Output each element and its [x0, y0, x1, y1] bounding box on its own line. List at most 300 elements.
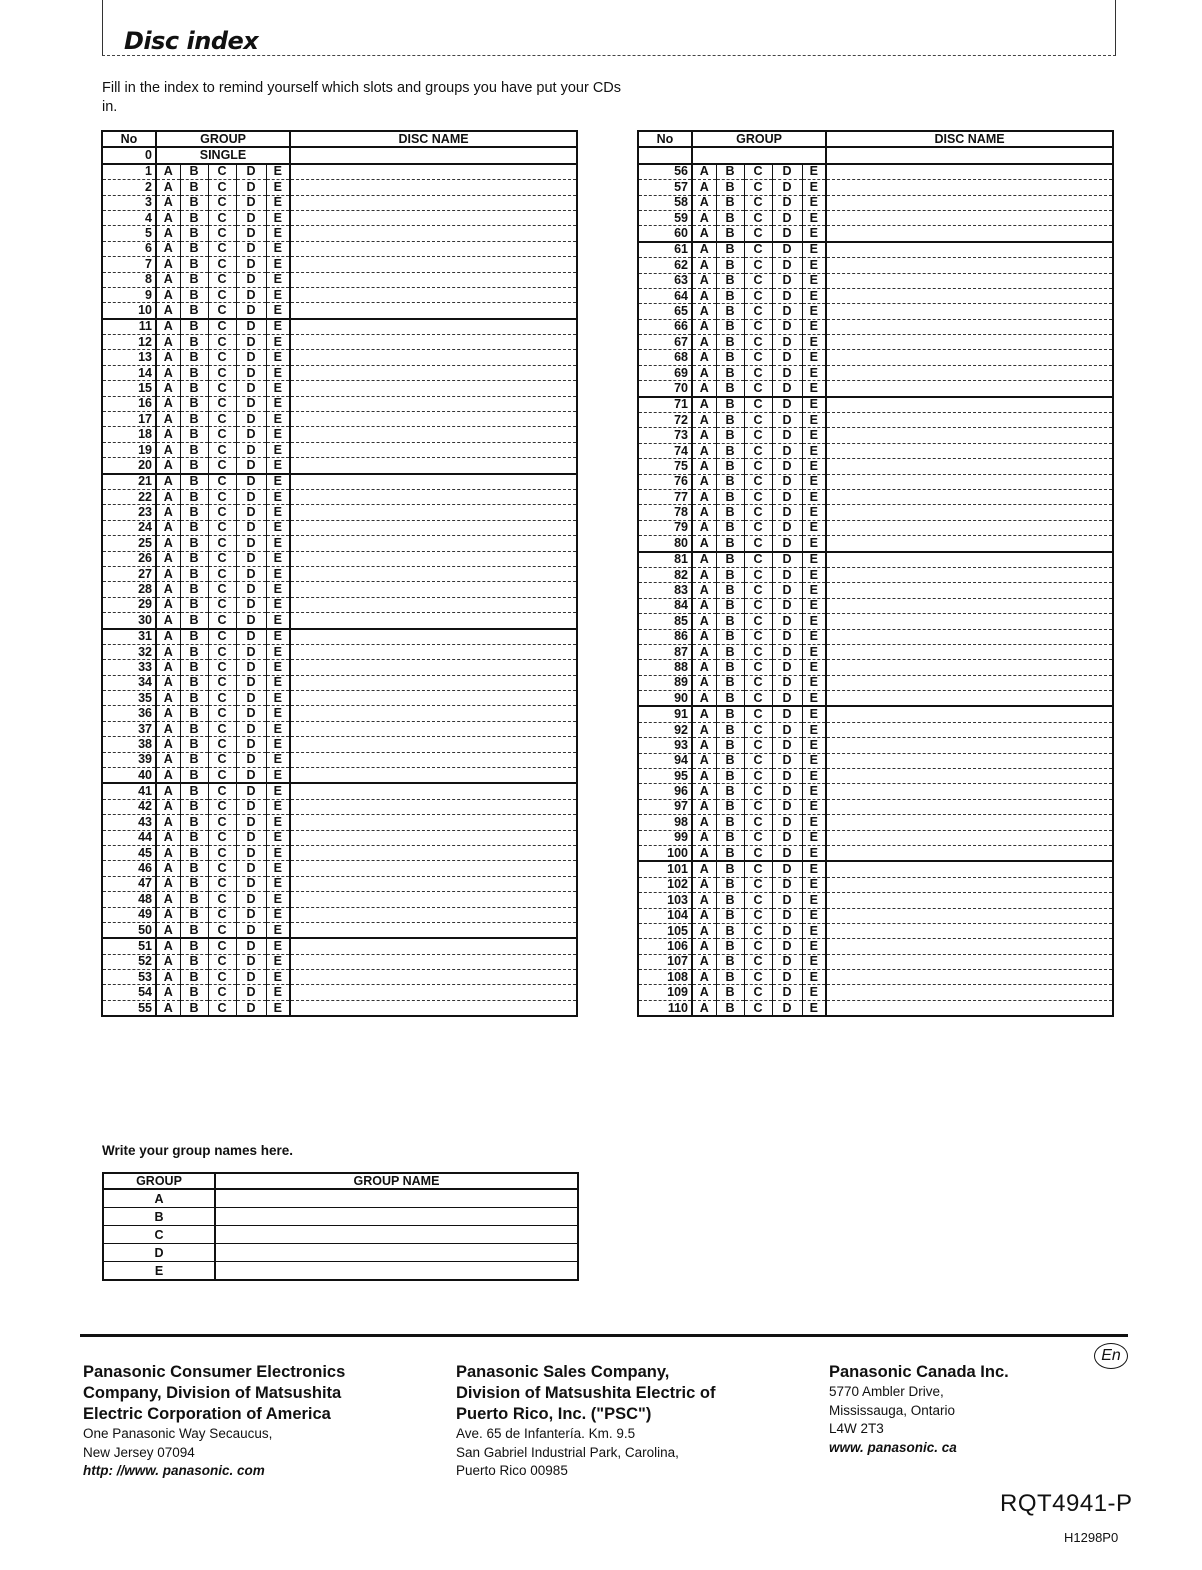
group-option-c[interactable]: C [744, 195, 772, 210]
disc-name-cell[interactable] [826, 552, 1113, 568]
group-option-d[interactable]: D [236, 644, 266, 659]
group-option-c[interactable]: C [744, 164, 772, 180]
group-option-d[interactable]: D [236, 907, 266, 922]
group-option-c[interactable]: C [208, 164, 236, 180]
group-option-d[interactable]: D [236, 164, 266, 180]
group-option-a[interactable]: A [692, 1000, 716, 1016]
disc-name-cell[interactable] [826, 753, 1113, 768]
group-option-b[interactable]: B [180, 613, 208, 629]
group-option-e[interactable]: E [802, 738, 826, 753]
group-option-b[interactable]: B [180, 721, 208, 736]
group-option-d[interactable]: D [772, 706, 802, 722]
group-option-d[interactable]: D [772, 413, 802, 428]
group-option-d[interactable]: D [236, 381, 266, 396]
group-option-e[interactable]: E [266, 180, 290, 195]
group-option-e[interactable]: E [266, 675, 290, 690]
group-option-d[interactable]: D [772, 258, 802, 273]
group-option-c[interactable]: C [208, 226, 236, 241]
group-option-c[interactable]: C [208, 180, 236, 195]
group-option-a[interactable]: A [156, 613, 180, 629]
group-option-e[interactable]: E [266, 644, 290, 659]
disc-name-cell[interactable] [826, 861, 1113, 877]
group-option-c[interactable]: C [744, 335, 772, 350]
group-option-d[interactable]: D [772, 583, 802, 598]
group-option-e[interactable]: E [802, 614, 826, 629]
disc-name-cell[interactable] [826, 195, 1113, 210]
group-option-e[interactable]: E [266, 566, 290, 581]
disc-name-cell[interactable] [290, 195, 577, 210]
group-option-c[interactable]: C [208, 691, 236, 706]
disc-name-cell[interactable] [290, 412, 577, 427]
group-option-a[interactable]: A [692, 583, 716, 598]
group-option-b[interactable]: B [716, 443, 744, 458]
group-option-a[interactable]: A [692, 815, 716, 830]
group-option-e[interactable]: E [802, 799, 826, 814]
group-option-a[interactable]: A [156, 474, 180, 490]
group-option-d[interactable]: D [772, 365, 802, 380]
group-option-c[interactable]: C [208, 505, 236, 520]
group-option-b[interactable]: B [180, 922, 208, 938]
disc-name-cell[interactable] [826, 381, 1113, 397]
disc-name-cell[interactable] [290, 938, 577, 954]
disc-name-cell[interactable] [290, 737, 577, 752]
group-option-a[interactable]: A [156, 706, 180, 721]
group-option-c[interactable]: C [208, 597, 236, 612]
group-option-e[interactable]: E [266, 474, 290, 490]
group-option-c[interactable]: C [744, 893, 772, 908]
group-option-d[interactable]: D [236, 474, 266, 490]
group-option-b[interactable]: B [716, 520, 744, 535]
group-name-cell[interactable] [215, 1244, 578, 1262]
group-option-d[interactable]: D [772, 552, 802, 568]
group-option-d[interactable]: D [236, 876, 266, 891]
group-option-a[interactable]: A [692, 675, 716, 690]
disc-name-cell[interactable] [826, 413, 1113, 428]
group-option-e[interactable]: E [802, 598, 826, 613]
disc-name-cell[interactable] [290, 721, 577, 736]
group-option-b[interactable]: B [180, 551, 208, 566]
group-option-c[interactable]: C [744, 644, 772, 659]
group-option-d[interactable]: D [236, 954, 266, 969]
group-option-a[interactable]: A [692, 830, 716, 845]
group-option-c[interactable]: C [744, 428, 772, 443]
group-option-d[interactable]: D [772, 304, 802, 319]
group-option-b[interactable]: B [180, 226, 208, 241]
group-option-a[interactable]: A [156, 350, 180, 365]
group-option-d[interactable]: D [772, 428, 802, 443]
disc-name-cell[interactable] [826, 304, 1113, 319]
group-option-a[interactable]: A [156, 597, 180, 612]
group-option-c[interactable]: C [744, 799, 772, 814]
group-option-d[interactable]: D [236, 396, 266, 411]
disc-name-cell[interactable] [826, 954, 1113, 969]
group-option-b[interactable]: B [716, 830, 744, 845]
group-option-d[interactable]: D [236, 551, 266, 566]
group-option-c[interactable]: C [744, 552, 772, 568]
group-option-d[interactable]: D [236, 257, 266, 272]
group-option-a[interactable]: A [156, 737, 180, 752]
group-option-d[interactable]: D [236, 241, 266, 256]
group-option-d[interactable]: D [236, 287, 266, 302]
disc-name-cell[interactable] [826, 738, 1113, 753]
group-option-a[interactable]: A [692, 443, 716, 458]
group-option-e[interactable]: E [266, 907, 290, 922]
disc-name-cell[interactable] [826, 319, 1113, 334]
group-option-e[interactable]: E [266, 210, 290, 225]
group-option-b[interactable]: B [716, 861, 744, 877]
group-option-a[interactable]: A [156, 551, 180, 566]
group-option-b[interactable]: B [716, 428, 744, 443]
group-option-d[interactable]: D [236, 566, 266, 581]
group-option-e[interactable]: E [802, 877, 826, 892]
group-option-a[interactable]: A [156, 241, 180, 256]
group-option-a[interactable]: A [692, 273, 716, 288]
group-option-e[interactable]: E [266, 505, 290, 520]
group-option-d[interactable]: D [236, 1000, 266, 1016]
group-option-e[interactable]: E [802, 660, 826, 675]
disc-name-cell[interactable] [290, 551, 577, 566]
group-option-a[interactable]: A [156, 970, 180, 985]
group-option-e[interactable]: E [266, 629, 290, 645]
group-option-d[interactable]: D [772, 939, 802, 954]
group-option-c[interactable]: C [208, 861, 236, 876]
disc-name-cell[interactable] [290, 845, 577, 860]
disc-name-cell[interactable] [290, 830, 577, 845]
group-option-c[interactable]: C [744, 180, 772, 195]
group-option-d[interactable]: D [772, 769, 802, 784]
group-option-c[interactable]: C [744, 242, 772, 258]
disc-name-cell[interactable] [826, 226, 1113, 242]
disc-name-cell[interactable] [290, 335, 577, 350]
group-option-c[interactable]: C [208, 1000, 236, 1016]
group-option-d[interactable]: D [236, 303, 266, 319]
group-option-d[interactable]: D [772, 536, 802, 552]
group-option-d[interactable]: D [772, 861, 802, 877]
group-option-c[interactable]: C [744, 738, 772, 753]
group-option-e[interactable]: E [802, 428, 826, 443]
group-option-c[interactable]: C [208, 922, 236, 938]
group-option-b[interactable]: B [716, 845, 744, 861]
group-option-e[interactable]: E [802, 970, 826, 985]
group-option-b[interactable]: B [180, 536, 208, 551]
group-option-b[interactable]: B [716, 381, 744, 397]
group-option-c[interactable]: C [208, 257, 236, 272]
group-option-b[interactable]: B [180, 319, 208, 335]
group-option-b[interactable]: B [716, 877, 744, 892]
group-option-a[interactable]: A [156, 412, 180, 427]
group-option-a[interactable]: A [156, 164, 180, 180]
group-option-a[interactable]: A [156, 505, 180, 520]
group-option-c[interactable]: C [208, 287, 236, 302]
group-option-d[interactable]: D [236, 427, 266, 442]
group-option-d[interactable]: D [236, 861, 266, 876]
disc-name-cell[interactable] [826, 845, 1113, 861]
group-option-e[interactable]: E [266, 892, 290, 907]
group-option-a[interactable]: A [156, 845, 180, 860]
disc-name-cell[interactable] [290, 505, 577, 520]
group-option-b[interactable]: B [180, 768, 208, 784]
group-option-e[interactable]: E [266, 412, 290, 427]
group-option-e[interactable]: E [802, 443, 826, 458]
group-option-e[interactable]: E [266, 303, 290, 319]
group-option-e[interactable]: E [266, 706, 290, 721]
group-option-d[interactable]: D [772, 474, 802, 489]
disc-name-cell[interactable] [290, 876, 577, 891]
group-option-e[interactable]: E [802, 629, 826, 644]
group-option-b[interactable]: B [180, 938, 208, 954]
group-option-b[interactable]: B [180, 195, 208, 210]
group-option-b[interactable]: B [716, 706, 744, 722]
group-option-d[interactable]: D [236, 195, 266, 210]
group-option-d[interactable]: D [772, 877, 802, 892]
group-option-a[interactable]: A [156, 1000, 180, 1016]
group-option-e[interactable]: E [266, 319, 290, 335]
group-option-e[interactable]: E [266, 752, 290, 767]
group-option-c[interactable]: C [208, 830, 236, 845]
disc-name-cell[interactable] [826, 459, 1113, 474]
group-name-cell[interactable] [215, 1262, 578, 1281]
group-option-d[interactable]: D [236, 892, 266, 907]
group-option-a[interactable]: A [692, 722, 716, 737]
disc-name-cell[interactable] [290, 365, 577, 380]
group-option-c[interactable]: C [744, 877, 772, 892]
group-option-b[interactable]: B [716, 738, 744, 753]
group-option-b[interactable]: B [716, 288, 744, 303]
group-option-a[interactable]: A [156, 257, 180, 272]
group-option-a[interactable]: A [156, 442, 180, 457]
group-option-d[interactable]: D [772, 443, 802, 458]
group-option-e[interactable]: E [266, 551, 290, 566]
group-option-a[interactable]: A [156, 303, 180, 319]
group-option-c[interactable]: C [744, 970, 772, 985]
group-option-e[interactable]: E [266, 660, 290, 675]
disc-name-cell[interactable] [290, 629, 577, 645]
group-option-d[interactable]: D [772, 459, 802, 474]
group-option-e[interactable]: E [266, 226, 290, 241]
group-option-e[interactable]: E [802, 226, 826, 242]
group-option-b[interactable]: B [180, 350, 208, 365]
group-option-e[interactable]: E [266, 582, 290, 597]
group-option-c[interactable]: C [744, 459, 772, 474]
group-option-d[interactable]: D [236, 922, 266, 938]
group-option-e[interactable]: E [266, 783, 290, 799]
group-option-e[interactable]: E [802, 954, 826, 969]
group-option-c[interactable]: C [208, 396, 236, 411]
group-option-c[interactable]: C [744, 381, 772, 397]
group-option-e[interactable]: E [802, 520, 826, 535]
group-name-cell[interactable] [215, 1208, 578, 1226]
group-option-c[interactable]: C [744, 598, 772, 613]
group-option-e[interactable]: E [266, 396, 290, 411]
group-option-a[interactable]: A [692, 242, 716, 258]
group-option-a[interactable]: A [692, 304, 716, 319]
disc-name-cell[interactable] [290, 303, 577, 319]
group-option-c[interactable]: C [208, 350, 236, 365]
group-option-d[interactable]: D [772, 799, 802, 814]
group-option-a[interactable]: A [692, 195, 716, 210]
group-option-e[interactable]: E [802, 210, 826, 225]
group-option-c[interactable]: C [208, 520, 236, 535]
group-option-c[interactable]: C [208, 629, 236, 645]
disc-name-cell[interactable] [826, 273, 1113, 288]
group-option-d[interactable]: D [236, 629, 266, 645]
group-option-d[interactable]: D [772, 908, 802, 923]
group-option-d[interactable]: D [236, 768, 266, 784]
group-option-e[interactable]: E [266, 489, 290, 504]
group-option-c[interactable]: C [208, 954, 236, 969]
group-option-e[interactable]: E [802, 675, 826, 690]
disc-name-cell[interactable] [290, 706, 577, 721]
group-option-c[interactable]: C [208, 303, 236, 319]
disc-name-cell[interactable] [290, 954, 577, 969]
group-option-b[interactable]: B [716, 753, 744, 768]
group-option-e[interactable]: E [802, 908, 826, 923]
disc-name-cell[interactable] [290, 660, 577, 675]
group-option-e[interactable]: E [802, 381, 826, 397]
disc-name-cell[interactable] [826, 443, 1113, 458]
group-option-e[interactable]: E [802, 706, 826, 722]
group-option-a[interactable]: A [692, 614, 716, 629]
group-option-c[interactable]: C [744, 614, 772, 629]
disc-name-cell[interactable] [290, 907, 577, 922]
group-option-c[interactable]: C [744, 861, 772, 877]
disc-name-cell[interactable] [290, 922, 577, 938]
group-option-c[interactable]: C [744, 443, 772, 458]
group-option-e[interactable]: E [266, 768, 290, 784]
group-option-a[interactable]: A [156, 675, 180, 690]
group-option-e[interactable]: E [266, 954, 290, 969]
group-option-c[interactable]: C [208, 319, 236, 335]
group-option-d[interactable]: D [236, 938, 266, 954]
disc-name-cell[interactable] [826, 706, 1113, 722]
group-option-c[interactable]: C [744, 722, 772, 737]
group-option-d[interactable]: D [772, 644, 802, 659]
group-option-b[interactable]: B [716, 552, 744, 568]
group-option-c[interactable]: C [208, 335, 236, 350]
group-option-e[interactable]: E [802, 923, 826, 938]
group-option-d[interactable]: D [236, 458, 266, 474]
group-option-a[interactable]: A [692, 706, 716, 722]
group-option-e[interactable]: E [802, 567, 826, 582]
group-option-c[interactable]: C [744, 954, 772, 969]
group-option-b[interactable]: B [716, 908, 744, 923]
group-option-b[interactable]: B [180, 737, 208, 752]
group-option-a[interactable]: A [156, 381, 180, 396]
group-option-b[interactable]: B [716, 226, 744, 242]
group-option-a[interactable]: A [156, 335, 180, 350]
group-option-a[interactable]: A [156, 861, 180, 876]
group-option-d[interactable]: D [772, 567, 802, 582]
group-option-e[interactable]: E [802, 164, 826, 180]
group-option-a[interactable]: A [692, 567, 716, 582]
group-option-d[interactable]: D [772, 845, 802, 861]
group-option-a[interactable]: A [692, 644, 716, 659]
disc-name-cell[interactable] [826, 939, 1113, 954]
group-option-a[interactable]: A [692, 258, 716, 273]
group-option-c[interactable]: C [208, 985, 236, 1000]
group-option-c[interactable]: C [208, 907, 236, 922]
group-option-c[interactable]: C [208, 845, 236, 860]
group-option-b[interactable]: B [180, 691, 208, 706]
group-option-b[interactable]: B [180, 629, 208, 645]
group-option-a[interactable]: A [156, 520, 180, 535]
group-option-a[interactable]: A [156, 783, 180, 799]
group-option-e[interactable]: E [266, 597, 290, 612]
disc-name-cell[interactable] [290, 613, 577, 629]
group-option-c[interactable]: C [208, 876, 236, 891]
group-option-d[interactable]: D [236, 226, 266, 241]
group-option-e[interactable]: E [802, 459, 826, 474]
disc-name-cell[interactable] [290, 180, 577, 195]
group-option-b[interactable]: B [716, 954, 744, 969]
group-option-b[interactable]: B [716, 489, 744, 504]
group-option-e[interactable]: E [802, 195, 826, 210]
disc-name-cell[interactable] [290, 520, 577, 535]
group-option-c[interactable]: C [208, 644, 236, 659]
group-option-a[interactable]: A [692, 520, 716, 535]
disc-name-cell[interactable] [826, 288, 1113, 303]
disc-name-cell[interactable] [290, 474, 577, 490]
group-option-a[interactable]: A [692, 893, 716, 908]
group-option-c[interactable]: C [208, 381, 236, 396]
group-option-d[interactable]: D [236, 350, 266, 365]
group-option-e[interactable]: E [802, 335, 826, 350]
group-option-e[interactable]: E [802, 861, 826, 877]
group-option-e[interactable]: E [266, 830, 290, 845]
disc-name-cell[interactable] [290, 752, 577, 767]
group-option-d[interactable]: D [772, 350, 802, 365]
group-option-b[interactable]: B [716, 583, 744, 598]
group-option-a[interactable]: A [692, 350, 716, 365]
group-option-d[interactable]: D [772, 954, 802, 969]
group-option-c[interactable]: C [744, 226, 772, 242]
group-option-d[interactable]: D [236, 180, 266, 195]
group-option-b[interactable]: B [180, 505, 208, 520]
group-option-e[interactable]: E [266, 164, 290, 180]
group-option-e[interactable]: E [802, 413, 826, 428]
disc-name-cell[interactable] [826, 242, 1113, 258]
group-option-e[interactable]: E [266, 241, 290, 256]
group-option-e[interactable]: E [266, 536, 290, 551]
group-option-e[interactable]: E [266, 458, 290, 474]
group-option-c[interactable]: C [744, 273, 772, 288]
group-option-c[interactable]: C [208, 195, 236, 210]
group-option-e[interactable]: E [802, 753, 826, 768]
group-option-c[interactable]: C [208, 660, 236, 675]
group-option-c[interactable]: C [208, 721, 236, 736]
group-option-b[interactable]: B [716, 459, 744, 474]
group-option-d[interactable]: D [772, 614, 802, 629]
group-option-c[interactable]: C [208, 752, 236, 767]
group-option-b[interactable]: B [180, 970, 208, 985]
disc-name-cell[interactable] [290, 226, 577, 241]
group-option-a[interactable]: A [156, 365, 180, 380]
group-option-b[interactable]: B [716, 304, 744, 319]
group-option-a[interactable]: A [156, 629, 180, 645]
group-option-a[interactable]: A [156, 427, 180, 442]
disc-name-cell[interactable] [826, 893, 1113, 908]
disc-name-cell[interactable] [290, 210, 577, 225]
group-option-b[interactable]: B [180, 799, 208, 814]
group-option-a[interactable]: A [692, 164, 716, 180]
group-option-e[interactable]: E [802, 258, 826, 273]
disc-name-cell[interactable] [826, 784, 1113, 799]
disc-name-cell[interactable] [290, 892, 577, 907]
group-option-e[interactable]: E [802, 180, 826, 195]
group-option-e[interactable]: E [266, 442, 290, 457]
group-option-d[interactable]: D [236, 691, 266, 706]
group-option-b[interactable]: B [180, 396, 208, 411]
